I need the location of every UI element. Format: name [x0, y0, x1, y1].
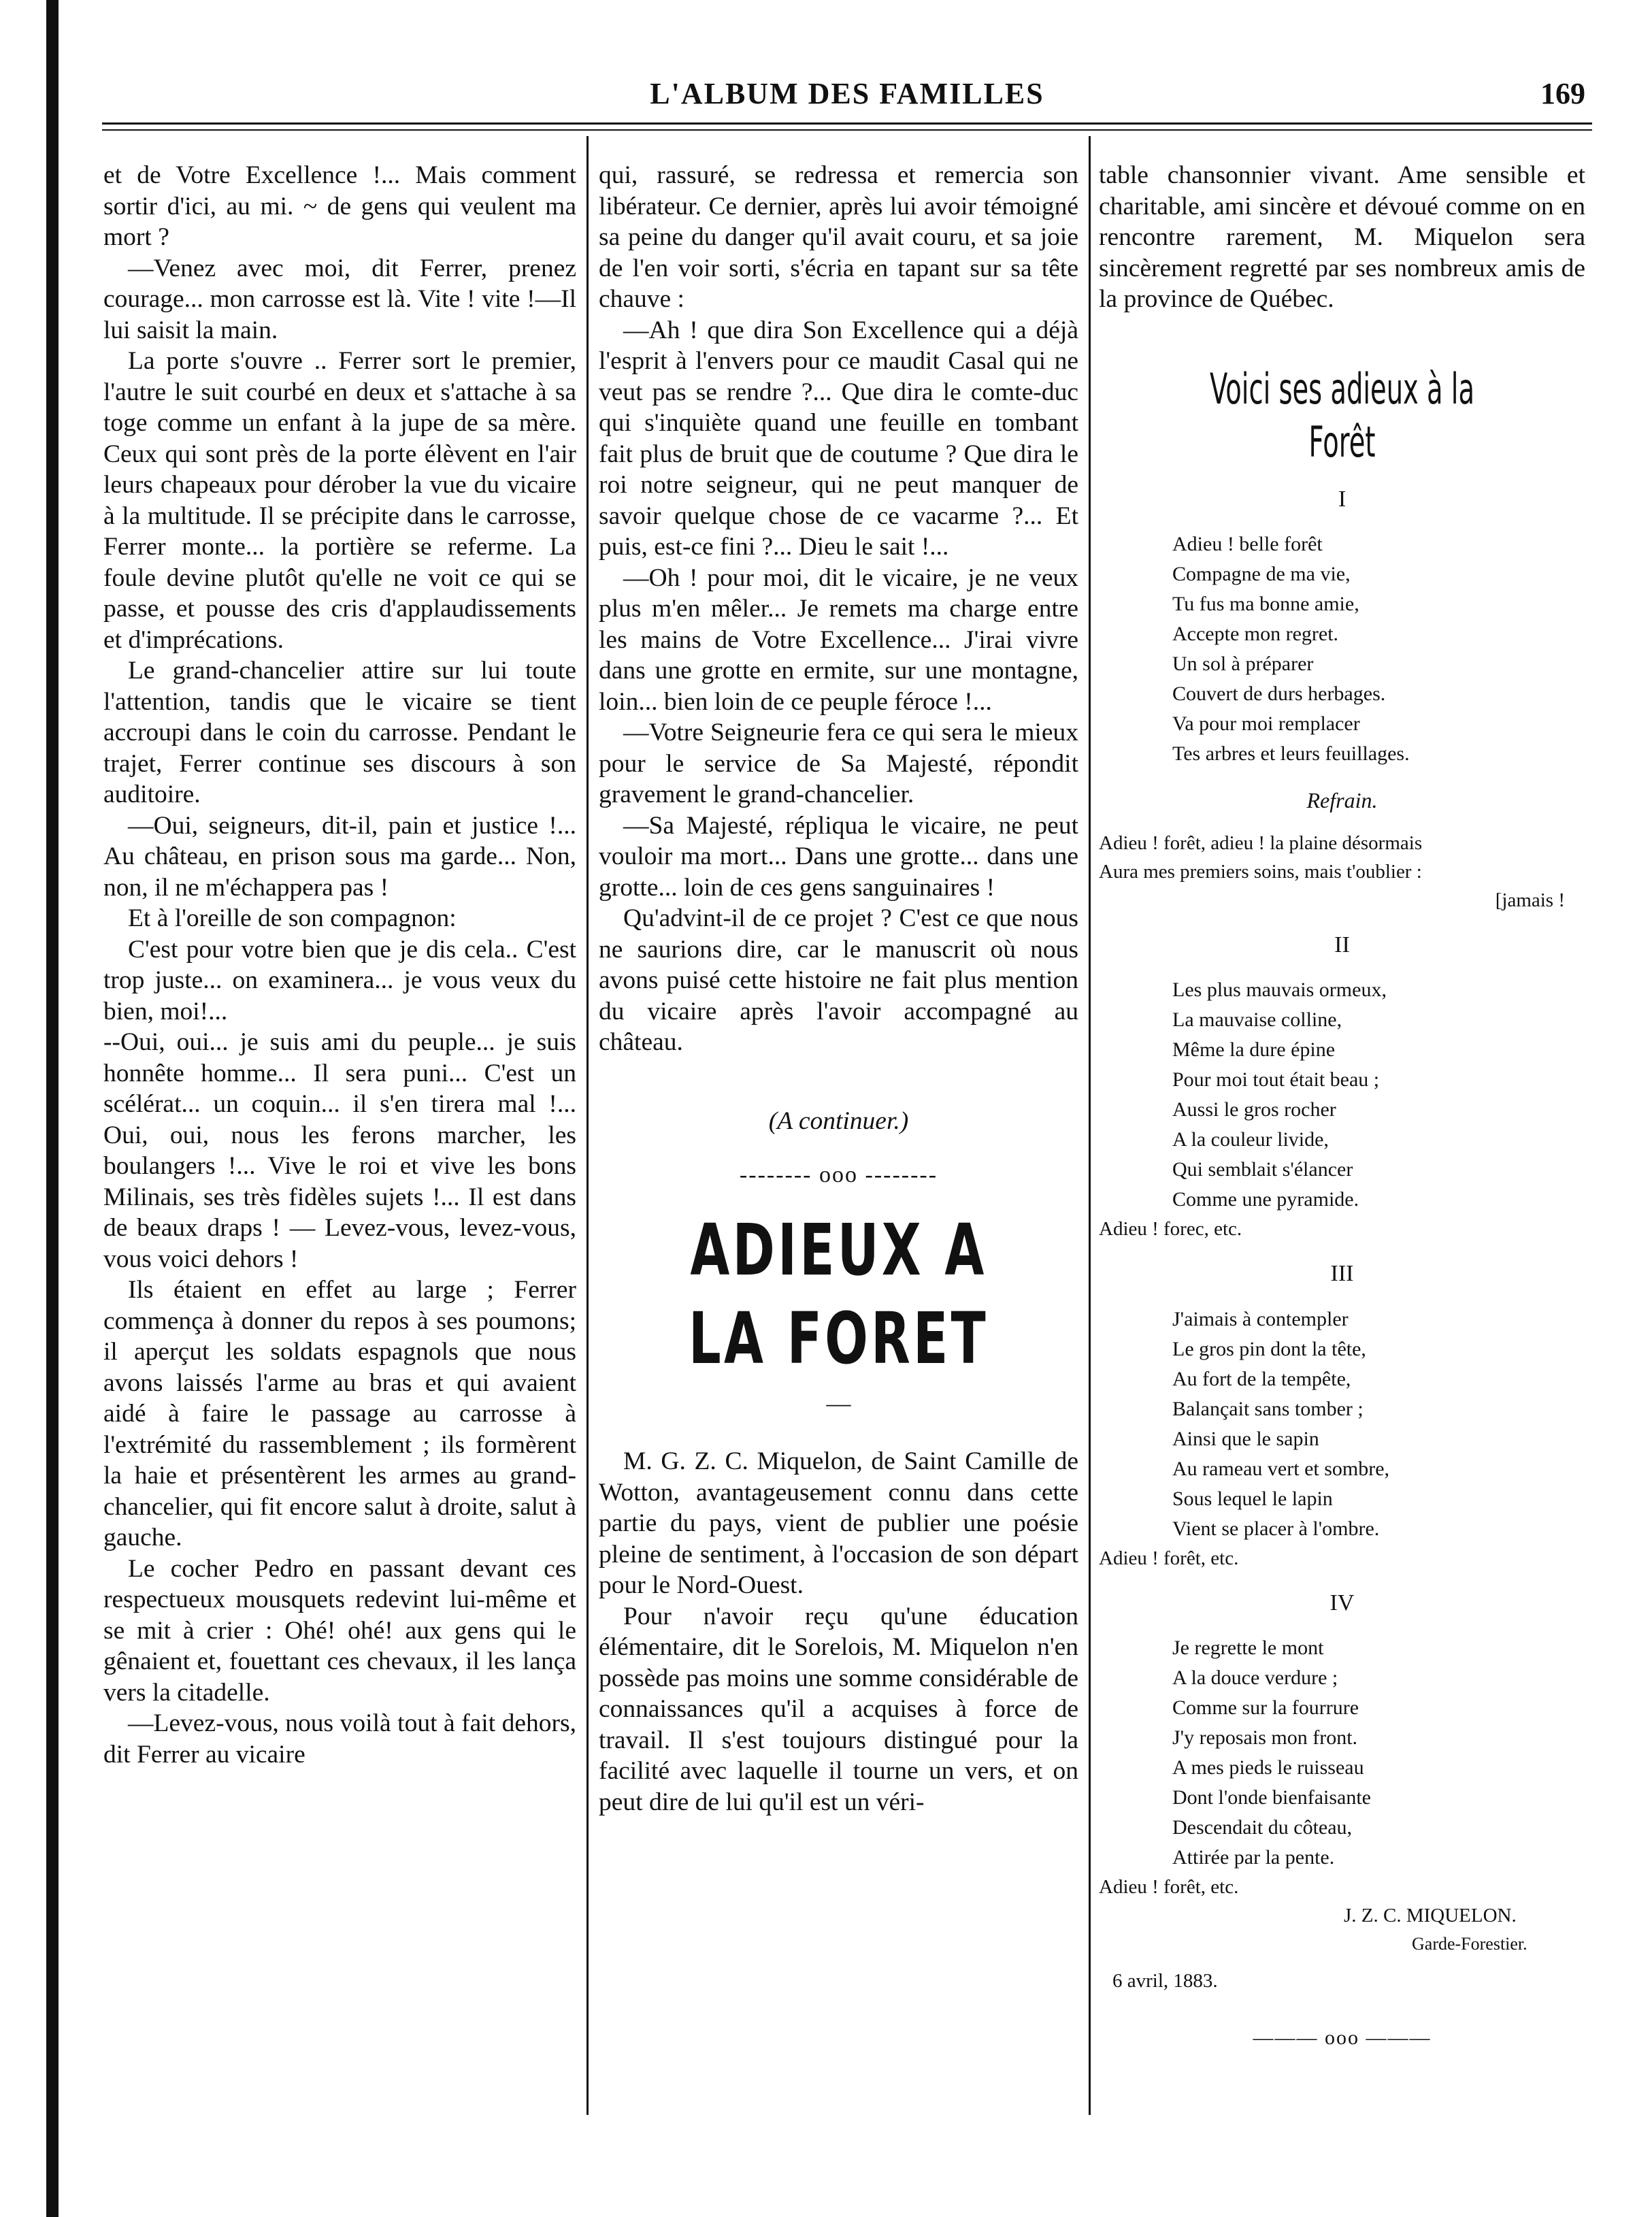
- title-dash: —: [826, 1389, 851, 1417]
- refrain-heading: Refrain.: [1306, 788, 1378, 812]
- verse-line: Je regrette le mont: [1172, 1637, 1324, 1659]
- stanza: [1099, 1304, 1585, 1544]
- verse-line: Adieu ! belle forêt: [1172, 533, 1323, 555]
- stanza-number: IV: [1329, 1590, 1355, 1615]
- paragraph: C'est pour votre bien que je dis cela.. C'est trop juste... on examinera... je vous veux du bien, moi!...: [103, 935, 576, 1025]
- poem-title: Voici ses adieux à la Forêt: [1209, 363, 1475, 467]
- paragraph: —Ah ! que dira Son Excellence qui a déjà l'esprit à l'envers pour ce maudit Casal qui ne veut pas se rendre ?... Que dira le comte-duc qui s'inquiète quand une feuille en tombant fait plus de bruit que de coutume ? Que dira le roi notre seigneur, qui ne peut manquer de savoir quelque chose de ce vacarme ?... Et puis, est-ce fini ?... Dieu le sait !...: [599, 316, 1078, 561]
- verse-line: Va pour moi remplacer: [1172, 712, 1360, 735]
- paragraph: Qu'advint-il de ce projet ? C'est ce que nous ne saurions dire, car le manuscrit où nous avons puisé cette histoire ne fait plus mention du vicaire après l'avoir accompagné au château.: [599, 904, 1078, 1056]
- chorus-line: Adieu ! forêt, etc.: [1099, 1876, 1239, 1898]
- verse-line: A mes pieds le ruisseau: [1172, 1756, 1364, 1779]
- verse-line: Le gros pin dont la tête,: [1172, 1337, 1366, 1360]
- paragraph: et de Votre Excellence !... Mais comment sortir d'ici, au mi. ~ de gens qui veulent ma mort ?: [103, 161, 576, 251]
- verse-line: Attirée par la pente.: [1172, 1846, 1335, 1869]
- verse-line: Descendait du côteau,: [1172, 1816, 1353, 1839]
- author-signature: J. Z. C. MIQUELON.: [1344, 1905, 1517, 1926]
- verse-line: Aussi le gros rocher: [1172, 1098, 1336, 1121]
- stanza: [1099, 975, 1585, 1215]
- column-2: [599, 160, 1078, 1818]
- verse-line: Dont l'onde bienfaisante: [1172, 1786, 1371, 1809]
- stanza-number: II: [1334, 932, 1350, 957]
- column-divider-1: [587, 136, 589, 2115]
- verse-line: Balançait sans tomber ;: [1172, 1397, 1364, 1420]
- to-be-continued: (A continuer.): [768, 1106, 909, 1135]
- paragraph: table chansonnier vivant. Ame sensible et charitable, ami sincère et dévoué comme on en rencontre rarement, M. Miquelon sera sincèrement regretté par ses nombreux amis de la province de Québec.: [1099, 161, 1585, 313]
- paragraph: —Votre Seigneurie fera ce qui sera le mieux pour le service de Sa Majesté, répondit gravement le grand-chancelier.: [599, 719, 1078, 808]
- paragraph: Et à l'oreille de son compagnon:: [128, 904, 457, 932]
- paragraph: qui, rassuré, se redressa et remercia son libérateur. Ce dernier, après lui avoir témoigné sa peine du danger qu'il avait couru, et sa joie de l'en voir sorti, s'écria en tapant sur sa tête chauve :: [599, 161, 1078, 313]
- verse-line: J'y reposais mon front.: [1172, 1726, 1358, 1749]
- paragraph: Pour n'avoir reçu qu'une éducation élémentaire, dit le Sorelois, M. Miquelon n'en possède pas moins une somme considérable de connaissances qu'il a acquises à force de travail. Il s'est toujours distingué pour la facilité avec laquelle il tourne un vers, et on peut dire de lui qu'il est un véri-: [599, 1602, 1078, 1816]
- verse-line: Au rameau vert et sombre,: [1172, 1457, 1390, 1480]
- column-3: [1099, 160, 1585, 2054]
- stanza: [1099, 1633, 1585, 1873]
- verse-line: Même la dure épine: [1172, 1038, 1336, 1061]
- signature-block: [1099, 1901, 1585, 1995]
- refrain: [1099, 829, 1585, 915]
- paragraph: —Levez-vous, nous voilà tout à fait dehors, dit Ferrer au vicaire: [103, 1709, 576, 1769]
- verse-line: Accepte mon regret.: [1172, 623, 1339, 645]
- page-edge-bar: [46, 0, 59, 2217]
- paragraph: Le cocher Pedro en passant devant ces respectueux mousquets redevint lui-même et se mit à crier : Ohé! ohé! aux gens qui le gênaient et, fouettant ces chevaux, il les lança vers la citadelle.: [103, 1554, 576, 1707]
- article-title: ADIEUX A LA FORET: [689, 1208, 989, 1380]
- page-header: [102, 76, 1592, 117]
- verse-line: Vient se placer à l'ombre.: [1172, 1517, 1380, 1540]
- verse-line: Ainsi que le sapin: [1172, 1427, 1319, 1450]
- verse-line: Compagne de ma vie,: [1172, 563, 1351, 585]
- header-rule-top: [102, 122, 1592, 125]
- end-separator: ——— ooo ———: [1253, 2026, 1432, 2049]
- paragraph: —Sa Majesté, répliqua le vicaire, ne peut vouloir ma mort... Dans une grotte... dans une grotte... loin de ces gens sanguinaires !: [599, 811, 1078, 902]
- paragraph: Le grand-chancelier attire sur lui toute l'attention, tandis que le vicaire se tient accroupi dans le coin du carrosse. Pendant le trajet, Ferrer continue ses discours à son auditoire.: [103, 657, 576, 808]
- publication-title: L'ALBUM DES FAMILLES: [650, 77, 1044, 110]
- verse-line: Sous lequel le lapin: [1172, 1487, 1333, 1510]
- refrain-line: Adieu ! forêt, adieu ! la plaine désormais: [1099, 832, 1423, 854]
- verse-line: Un sol à préparer: [1172, 653, 1314, 675]
- chorus-line: Adieu ! forêt, etc.: [1099, 1547, 1239, 1569]
- paragraph: —Oui, seigneurs, dit-il, pain et justice !... Au château, en prison sous ma garde... Non, non, il ne m'échappera pas !: [103, 811, 576, 902]
- page-number: 169: [1540, 77, 1585, 110]
- paragraph: --Oui, oui... je suis ami du peuple... je suis honnête homme... Il sera puni... C'est un scélérat... un coquin... il s'en tirera mal !... Oui, oui, nous les ferons marcher, les boulangers !... Vive le roi et vive les bons Milinais, ses très fidèles sujets !... Il est dans de beaux draps ! — Levez-vous, levez-vous, vous voici dehors !: [103, 1028, 576, 1273]
- refrain-line: Aura mes premiers soins, mais t'oublier :: [1099, 860, 1422, 883]
- verse-line: Couvert de durs herbages.: [1172, 683, 1386, 705]
- verse-line: J'aimais à contempler: [1172, 1307, 1349, 1330]
- verse-line: Les plus mauvais ormeux,: [1172, 979, 1387, 1001]
- column-divider-2: [1089, 136, 1091, 2115]
- verse-line: Comme une pyramide.: [1172, 1188, 1359, 1211]
- author-role: Garde-Forestier.: [1412, 1934, 1527, 1954]
- verse-line: Qui semblait s'élancer: [1172, 1158, 1353, 1181]
- verse-line: Tu fus ma bonne amie,: [1172, 593, 1359, 615]
- stanza: [1099, 529, 1585, 769]
- header-rule-bottom: [102, 129, 1592, 131]
- verse-line: Au fort de la tempête,: [1172, 1367, 1351, 1390]
- verse-line: Pour moi tout était beau ;: [1172, 1068, 1380, 1091]
- section-separator: -------- ooo --------: [739, 1162, 938, 1187]
- paragraph: La porte s'ouvre .. Ferrer sort le premier, l'autre le suit courbé en deux et s'attache à sa toge comme un enfant à la jupe de sa mère. Ceux qui sont près de la porte élèvent en l'air leurs chapeaux pour dérober la vue du vicaire à la multitude. Il se précipite dans le carrosse, Ferrer monte... la portière se referme. La foule devine plutôt qu'elle ne voit ce qui se passe, et pousse des cris d'applaudissements et d'imprécations.: [103, 347, 576, 654]
- verse-line: A la douce verdure ;: [1172, 1666, 1338, 1689]
- paragraph: —Oh ! pour moi, dit le vicaire, je ne veux plus m'en mêler... Je remets ma charge entre les mains de Votre Excellence... J'irai vivre dans une grotte en ermite, sur une montagne, loin... bien loin de ce peuple féroce !...: [599, 563, 1078, 716]
- stanza-number: III: [1330, 1261, 1354, 1286]
- paragraph: —Venez avec moi, dit Ferrer, prenez courage... mon carrosse est là. Vite ! vite !—Il lui saisit la main.: [103, 254, 576, 344]
- paragraph: M. G. Z. C. Miquelon, de Saint Camille de Wotton, avantageusement connu dans cette partie du pays, vient de publier une poésie pleine de sentiment, à l'occasion de son départ pour le Nord-Ouest.: [599, 1447, 1078, 1599]
- verse-line: La mauvaise colline,: [1172, 1008, 1342, 1031]
- column-1: [103, 160, 576, 1770]
- verse-line: A la couleur livide,: [1172, 1128, 1329, 1151]
- paragraph: Ils étaient en effet au large ; Ferrer commença à donner du repos à ses poumons; il aperçut les soldats espagnols que nous avons laissés l'arme au bras et qui avaient aidé à faire le passage au carrosse à l'extrémité du rassemblement ; ils formèrent la haie et présentèrent les armes au grand-chancelier, qui fit encore salut à droite, salut à gauche.: [103, 1276, 576, 1551]
- refrain-line: [jamais !: [1495, 889, 1565, 911]
- chorus-line: Adieu ! forec, etc.: [1099, 1218, 1242, 1240]
- stanza-number: I: [1338, 486, 1347, 512]
- verse-line: Tes arbres et leurs feuillages.: [1172, 742, 1410, 765]
- verse-line: Comme sur la fourrure: [1172, 1696, 1359, 1719]
- poem-date: 6 avril, 1883.: [1112, 1970, 1218, 1992]
